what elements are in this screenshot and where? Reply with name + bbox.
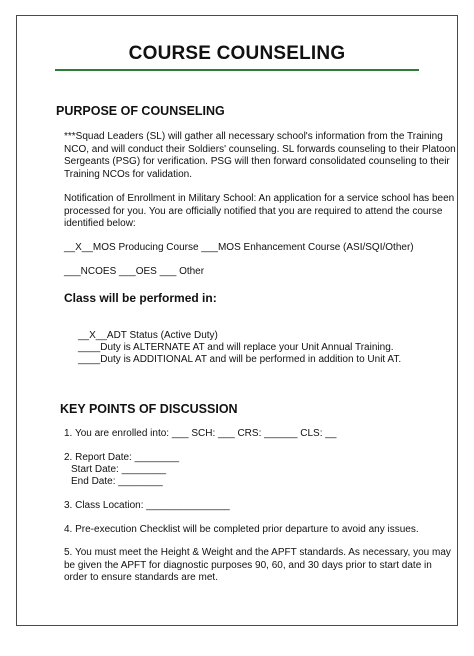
class-option-alternate: ____Duty is ALTERNATE AT and will replace your Unit Annual Training. bbox=[78, 342, 394, 353]
class-performed-heading: Class will be performed in: bbox=[64, 291, 217, 305]
text-line: Training NCOs for validation. bbox=[64, 168, 193, 180]
text-line: be given the APFT for diagnostic purposes 90, 60, and 30 days prior to start date in bbox=[64, 559, 432, 571]
text-line: Sergeants (PSG) for verification. PSG will then forward consolidated counseling to their bbox=[64, 156, 450, 168]
text-line: order to ensure standards are met. bbox=[64, 572, 218, 584]
purpose-paragraph-2 bbox=[64, 193, 454, 231]
course-options-line: __X__MOS Producing Course ___MOS Enhancement Course (ASI/SQI/Other) bbox=[64, 242, 414, 253]
class-option-adt: __X__ADT Status (Active Duty) bbox=[78, 330, 218, 341]
key-point-1: 1. You are enrolled into: ___ SCH: ___ CRS: ______ CLS: __ bbox=[64, 428, 337, 439]
key-point-2-report-date: 2. Report Date: ________ bbox=[64, 452, 180, 463]
text-line: ***Squad Leaders (SL) will gather all necessary school's information from the Training bbox=[64, 131, 443, 142]
key-points-heading: KEY POINTS OF DISCUSSION bbox=[60, 402, 238, 416]
text-line: NCO, and will conduct their Soldiers' counseling. SL forwards counseling to their Platoon bbox=[64, 143, 456, 155]
key-point-2-end-date: End Date: ________ bbox=[71, 476, 163, 487]
purpose-paragraph-1 bbox=[64, 131, 456, 181]
ncoes-options-line: ___NCOES ___OES ___ Other bbox=[64, 266, 205, 277]
key-point-3: 3. Class Location: _______________ bbox=[64, 500, 230, 511]
text-line: 5. You must meet the Height & Weight and the APFT standards. As necessary, you may bbox=[64, 547, 451, 558]
key-point-2-start-date: Start Date: ________ bbox=[71, 464, 167, 475]
key-point-4: 4. Pre-execution Checklist will be completed prior departure to avoid any issues. bbox=[64, 524, 419, 535]
text-line: Notification of Enrollment in Military School: An application for a service school has been bbox=[64, 193, 455, 204]
text-line: identified below: bbox=[64, 218, 136, 230]
class-option-additional: ____Duty is ADDITIONAL AT and will be performed in addition to Unit AT. bbox=[78, 354, 402, 365]
text-line: processed for you. You are officially notified that you are required to attend the course bbox=[64, 205, 443, 217]
title-underline bbox=[55, 69, 419, 71]
document-title: COURSE COUNSELING bbox=[128, 43, 346, 64]
purpose-heading: PURPOSE OF COUNSELING bbox=[56, 104, 225, 118]
document-page bbox=[16, 15, 458, 626]
key-point-5 bbox=[64, 547, 451, 585]
